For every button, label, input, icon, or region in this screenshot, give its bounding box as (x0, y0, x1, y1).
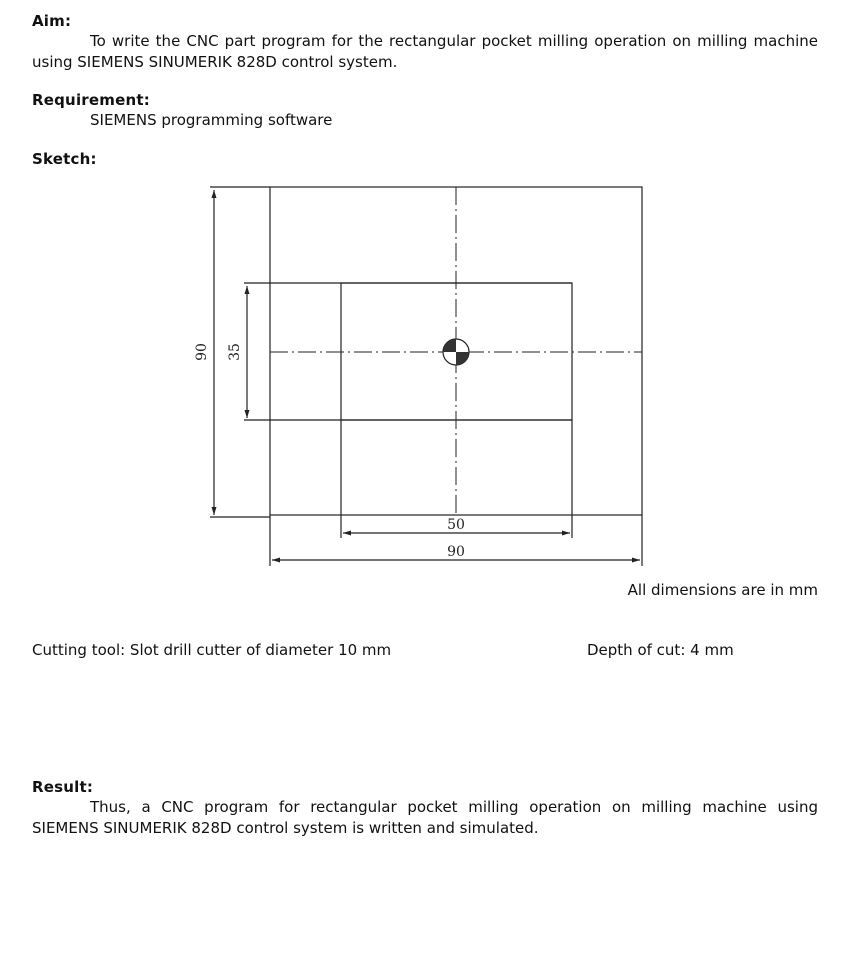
workpiece-zero-symbol (443, 339, 469, 365)
dimension-label-35-vertical: 35 (227, 343, 243, 361)
aim-heading: Aim: (32, 12, 72, 30)
dimension-label-90-vertical: 90 (194, 343, 210, 361)
result-heading: Result: (32, 778, 94, 796)
units-note: All dimensions are in mm (627, 581, 818, 599)
cutting-tool-text: Cutting tool: Slot drill cutter of diameter 10 mm (32, 641, 392, 659)
sketch-heading: Sketch: (32, 150, 97, 168)
dimension-label-50-horizontal: 50 (447, 517, 465, 533)
result-text: Thus, a CNC program for rectangular pocket milling operation on milling machine using SIEMENS SINUMERIK 828D control system is written and simulated. (32, 798, 818, 837)
requirement-heading: Requirement: (32, 91, 150, 109)
dimension-label-90-horizontal: 90 (447, 544, 465, 560)
aim-text: To write the CNC part program for the rectangular pocket milling operation on milling machine using SIEMENS SINUMERIK 828D control system. (32, 32, 818, 71)
depth-of-cut-text: Depth of cut: 4 mm (587, 641, 734, 659)
requirement-text: SIEMENS programming software (90, 111, 333, 129)
